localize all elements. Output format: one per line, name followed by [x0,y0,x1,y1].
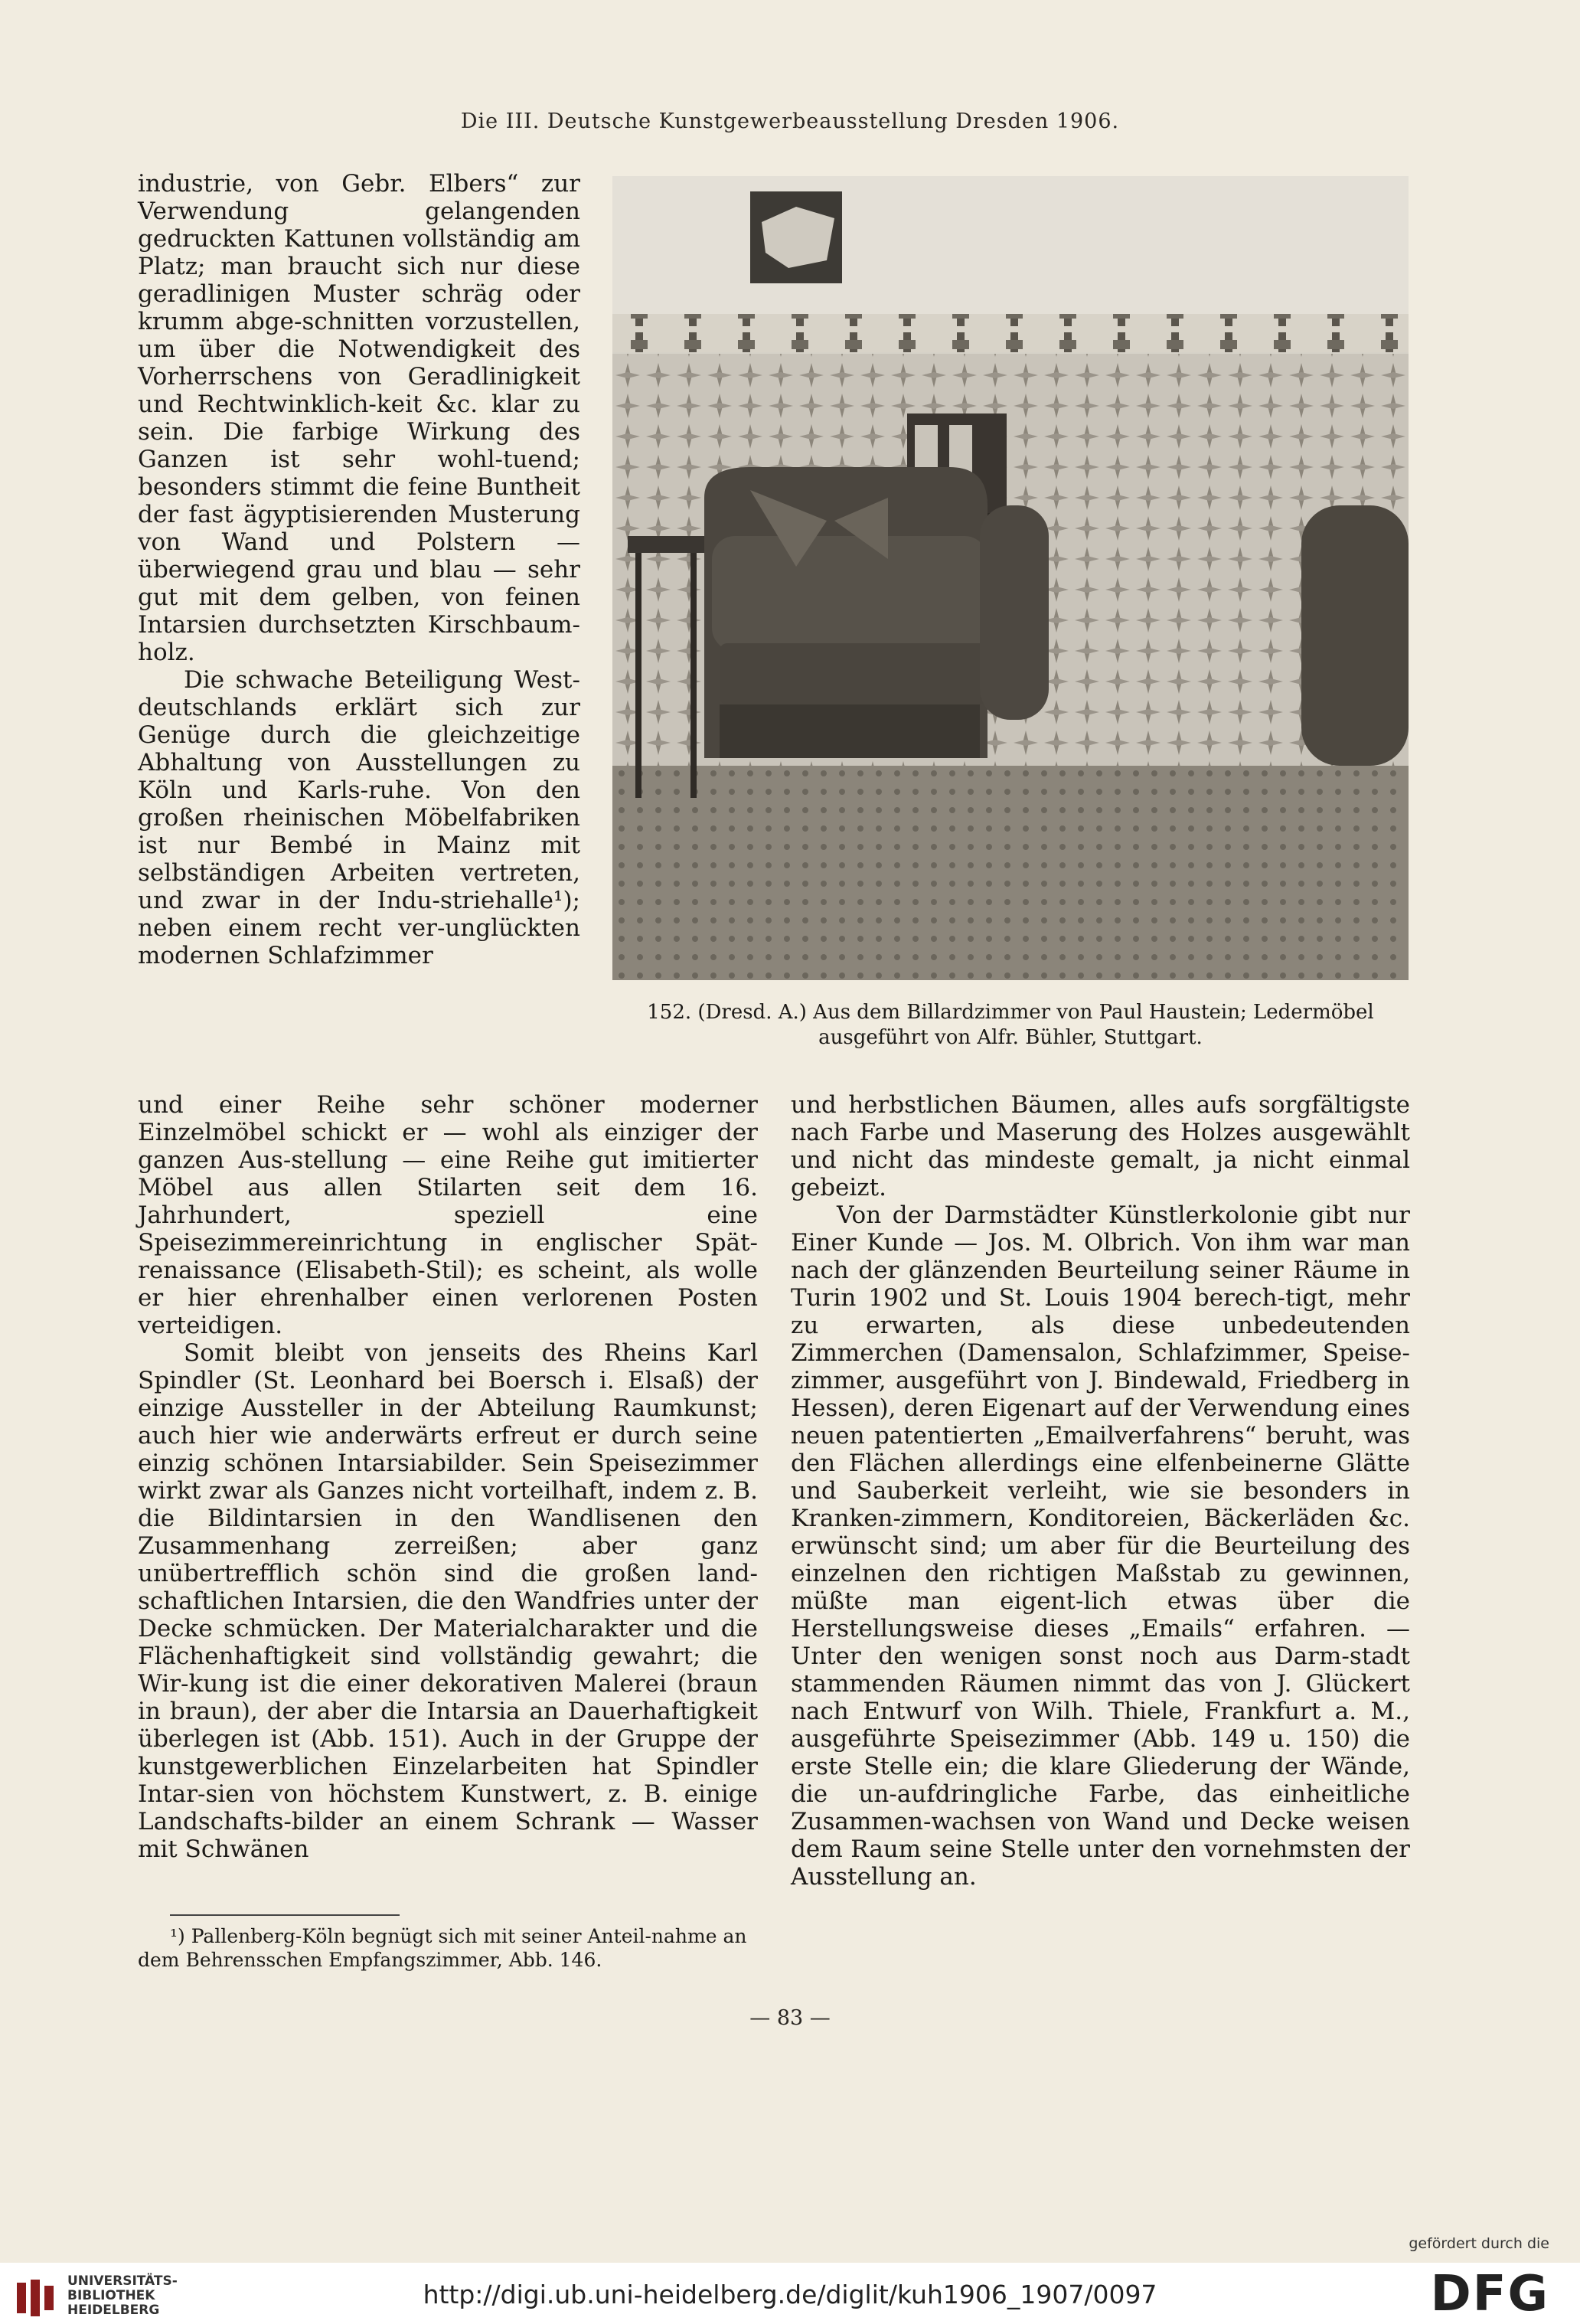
paragraph: industrie, von Gebr. Elbers“ zur Verwendung gelangenden gedruckten Kattunen vollständig am Platz; man braucht sich nur diese geradlinigen Muster schräg oder krumm abge-schnitten vorzustellen, um über die Notwendigkeit des Vorherrschens von Geradlinigkeit und Rechtwinklich-keit &c. klar zu sein. Die farbige Wirkung des Ganzen ist sehr wohl-tuend; besonders stimmt die feine Buntheit der fast ägyptisierenden Musterung von Wand und Polstern — überwiegend grau und blau — sehr gut mit dem gelben, von feinen Intarsien durchsetzten Kirschbaum-holz. [138,170,580,666]
paragraph: Somit bleibt von jenseits des Rheins Karl Spindler (St. Leonhard bei Boersch i. Elsaß) der einzige Aussteller in der Abteilung Raumkunst; auch hier wie anderwärts erfreut er durch seine einzig schönen Intarsiabilder. Sein Speisezimmer wirkt zwar als Ganzes nicht vorteilhaft, indem z. B. die Bildintarsien in den Wandlisenen den Zusammenhang zerreißen; aber ganz unübertrefflich schön sind die großen land-schaftlichen Intarsien, die den Wandfries unter der Decke schmücken. Der Materialcharakter und die Flächenhaftigkeit sind vollständig gewahrt; die Wir-kung ist die einer dekorativen Malerei (braun in braun), der aber die Intarsia an Dauerhaftigkeit überlegen ist (Abb. 151). Auch in der Gruppe der kunstgewerblichen Einzelarbeiten hat Spindler Intar-sien von höchstem Kunstwert, z. B. einige Landschafts-bilder an einem Schrank — Wasser mit Schwänen [138,1339,758,1863]
footnote: ¹) Pallenberg-Köln begnügt sich mit seiner Anteil-nahme an dem Behrensschen Empfangszimmer, Abb. 146. [138,1925,747,1971]
library-name-line: BIBLIOTHEK [67,2288,155,2303]
right-column [791,1091,1410,1891]
paragraph: Von der Darmstädter Künstlerkolonie gibt nur Einer Kunde — Jos. M. Olbrich. Von ihm war man nach der glänzenden Beurteilung seiner Räume in Turin 1902 und St. Louis 1904 berech-tigt, mehr zu erwarten, als diese unbedeutenden Zimmerchen (Damensalon, Schlafzimmer, Speise-zimmer, ausgeführt von J. Bindewald, Friedberg in Hessen), deren Eigenart auf der Verwendung eines neuen patentierten „Emailverfahrens“ beruht, was den Flächen allerdings eine elfenbeinerne Glätte und Sauberkeit verleiht, wie sie besonders in Kranken-zimmern, Konditoreien, Bäckerläden &c. erwünscht sind; um aber für die Beurteilung des einzelnen den richtigen Maßstab zu gewinnen, müßte man eigent-lich etwas über die Herstellungsweise dieses „Emails“ erfahren. — Unter den wenigen sonst noch aus Darm-stadt stammenden Räumen nimmt das von J. Glückert nach Entwurf von Wilh. Thiele, Frankfurt a. M., ausgeführte Speisezimmer (Abb. 149 u. 150) die erste Stelle ein; die klare Gliederung der Wände, die un-aufdringliche Farbe, das einheitliche Zusammen-wachsen von Wand und Decke weisen dem Raum seine Stelle unter den vornehmsten der Ausstellung an. [791,1201,1410,1891]
caption-line: 152. (Dresd. A.) Aus dem Billardzimmer von Paul Haustein; Ledermöbel [647,1001,1374,1024]
figure-photograph [612,176,1409,980]
digitization-footer [0,2235,1580,2324]
billiard-room-photo [612,176,1409,980]
footnote-rule [170,1914,400,1916]
running-head: Die III. Deutsche Kunstgewerbeausstellung Dresden 1906. [460,109,1120,133]
funded-by-label: gefördert durch die [1409,2235,1549,2252]
library-name-line: UNIVERSITÄTS- [67,2273,178,2289]
left-column [138,1091,758,1863]
source-url-link[interactable]: http://digi.ub.uni-heidelberg.de/diglit/kuh1906_1907/0097 [423,2280,1157,2309]
page-number: — 83 — [749,2006,831,2030]
left-column-top [138,170,580,969]
caption-line: ausgeführt von Alfr. Bühler, Stuttgart. [818,1026,1203,1049]
paragraph: und einer Reihe sehr schöner moderner Einzelmöbel schickt er — wohl als einziger der ganzen Aus-stellung — eine Reihe gut imitierter Möbel aus allen Stilarten seit dem 16. Jahrhundert, speziell eine Speisezimmereinrichtung in englischer Spät-renaissance (Elisabeth-Stil); es scheint, als wolle er hier ehrenhalber einen verlorenen Posten verteidigen. [138,1091,758,1339]
paragraph: Die schwache Beteiligung West-deutschlands erklärt sich zur Genüge durch die gleichzeitige Abhaltung von Ausstellungen zu Köln und Karls-ruhe. Von den großen rheinischen Möbelfabriken ist nur Bembé in Mainz mit selbständigen Arbeiten vertreten, und zwar in der Indu-striehalle¹); neben einem recht ver-unglückten modernen Schlafzimmer [138,666,580,969]
paragraph: und herbstlichen Bäumen, alles aufs sorgfältigste nach Farbe und Maserung des Holzes ausgewählt und nicht das mindeste gemalt, ja nicht einmal gebeizt. [791,1091,1410,1201]
dfg-logo: DFG [1430,2266,1549,2322]
figure-caption [612,1000,1409,1051]
library-name-line: HEIDELBERG [67,2303,160,2318]
